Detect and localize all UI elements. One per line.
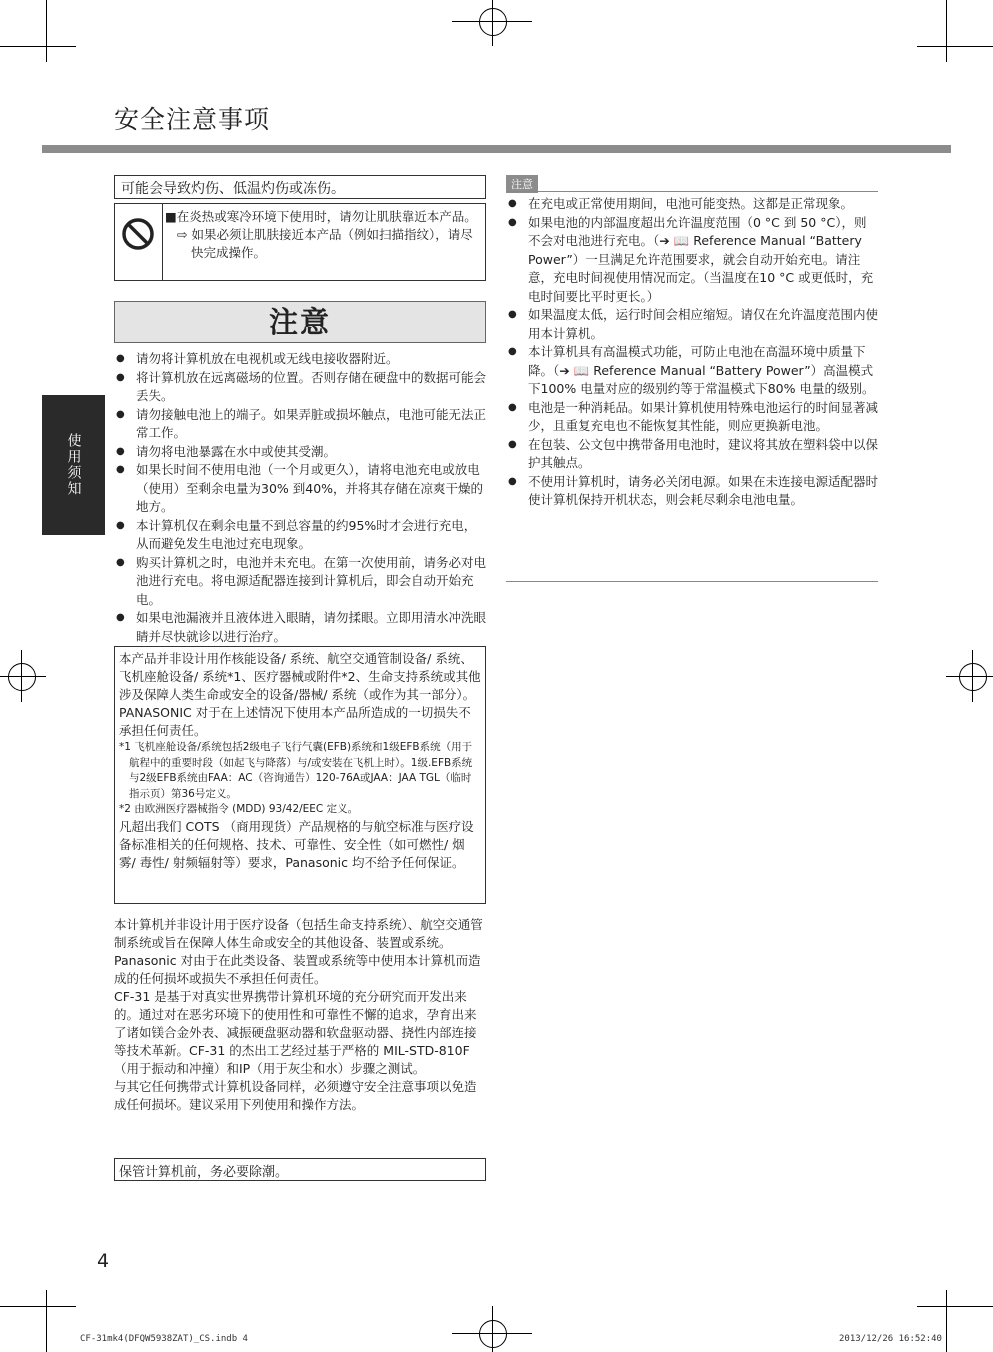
note-tag: 注意 bbox=[506, 175, 538, 193]
list-item: ● 如果温度太低，运行时间会相应缩短。请仅在允许温度范围内使用本计算机。 bbox=[506, 306, 878, 343]
storage-note: 保管计算机前，务必要除潮。 bbox=[114, 1158, 486, 1181]
caution-banner: 注意 bbox=[114, 301, 486, 343]
footnote-1: *1 飞机座舱设备/系统包括2级电子飞行气囊(EFB)系统和1级EFB系统（用于航程中的重要时段（如起飞与降落）与/或安装在飞机上时）。1级.EFB系统与2级EFB系统由FAA：AC（咨询通告）120-76A或JAA：JAA TGL（临时指示页）第36号定义。 bbox=[119, 741, 473, 800]
paragraph: 与其它任何携带式计算机设备同样，必须遵守安全注意事项以免造成任何损坏。建议采用下列使用和操作方法。 bbox=[114, 1079, 477, 1112]
page-number: 4 bbox=[97, 1250, 110, 1272]
list-item: ● 请勿接触电池上的端子。如果弄脏或损坏触点，电池可能无法正常工作。 bbox=[114, 406, 486, 443]
list-item: ● 在包装、公文包中携带备用电池时，建议将其放在塑料袋中以保护其触点。 bbox=[506, 436, 878, 473]
list-item: ● 如果长时间不使用电池（一个月或更久），请将电池充电或放电（使用）至剩余电量为30% 到40%，并将其存储在凉爽干燥的地方。 bbox=[114, 461, 486, 517]
list-item: ● 如果电池的内部温度超出允许温度范围（0 °C 到 50 °C），则不会对电池进行充电。（➔ 📖 Reference Manual “Battery Power”）一旦满足允许范围要求，就会自动开始充电。请注意，充电时间视使用情况而定。（当温度在10 °C 或更低时，充电时间要比平时更长。） bbox=[506, 214, 878, 307]
paragraph: CF-31 是基于对真实世界携带计算机环境的充分研究而开发出来的。通过对在恶劣环境下的使用性和可靠性不懈的追求，孕育出来了诸如镁合金外表、减振硬盘驱动器和软盘驱动器、挠性内部连接等技术革新。CF-31 的杰出工艺经过基于严格的 MIL-STD-810F（用于振动和冲撞）和IP（用于灰尘和水）步骤之测试。 bbox=[114, 989, 477, 1076]
disclaimer-text-2: 凡超出我们 COTS （商用现货）产品规格的与航空标准与医疗设备标准相关的任何规格、技术、可靠性、安全性（如可燃性/ 烟雾/ 毒性/ 射频辐射等）要求，Panasonic 均不给予任何保证。 bbox=[119, 818, 474, 870]
footnote-2: *2 由欧洲医疗器械指令 (MDD) 93/42/EEC 定义。 bbox=[119, 803, 359, 815]
body-text bbox=[114, 916, 486, 1114]
disclaimer-box bbox=[114, 646, 486, 904]
caution-list bbox=[114, 350, 486, 646]
list-item: ● 如果电池漏液并且液体进入眼睛，请勿揉眼。立即用清水冲洗眼睛并尽快就诊以进行治疗。 bbox=[114, 609, 486, 646]
note-end-divider bbox=[506, 581, 878, 582]
list-item: ● 请勿将电池暴露在水中或使其受潮。 bbox=[114, 443, 486, 462]
list-item: ● 电池是一种消耗品。如果计算机使用特殊电池运行的时间显著减少，且重复充电也不能恢复其性能，则应更换新电池。 bbox=[506, 399, 878, 436]
footer-file: CF-31mk4(DFQW5938ZAT)_CS.indb 4 bbox=[80, 1334, 248, 1344]
paragraph: 本计算机并非设计用于医疗设备（包括生命支持系统）、航空交通管制系统或旨在保障人体生命或安全的其他设备、装置或系统。Panasonic 对由于在此类设备、装置或系统等中使用本计算机而造成的任何损坏或损失不承担任何责任。 bbox=[114, 917, 483, 986]
list-item: ● 不使用计算机时，请务必关闭电源。如果在未连接电源适配器时使计算机保持开机状态，则会耗尽剩余电池电量。 bbox=[506, 473, 878, 510]
note-list bbox=[506, 195, 878, 510]
list-item: ● 本计算机仅在剩余电量不到总容量的约95%时才会进行充电，从而避免发生电池过充电现象。 bbox=[114, 517, 486, 554]
side-tab: 使用须知 bbox=[42, 395, 105, 535]
header-rule bbox=[42, 145, 951, 153]
prohibition-icon bbox=[115, 204, 163, 280]
list-item: ● 在充电或正常使用期间，电池可能变热。这都是正常现象。 bbox=[506, 195, 878, 214]
list-item: ● 请勿将计算机放在电视机或无线电接收器附近。 bbox=[114, 350, 486, 369]
list-item: ● 本计算机具有高温模式功能，可防止电池在高温环境中质量下降。（➔ 📖 Reference Manual “Battery Power”）高温模式下100% 电量对应的级别约等于常温模式下80% 电量的级别。 bbox=[506, 343, 878, 399]
page-title: 安全注意事项 bbox=[114, 105, 271, 134]
list-item: ● 购买计算机之时，电池并未充电。在第一次使用前，请务必对电池进行充电。将电源适配器连接到计算机后，即会自动开始充电。 bbox=[114, 554, 486, 610]
warning-sub: ⇨ 如果必须让肌肤接近本产品（例如扫描指纹），请尽快完成操作。 bbox=[177, 227, 473, 260]
warning-item: ■在炎热或寒冷环境下使用时，请勿让肌肤靠近本产品。 bbox=[165, 209, 477, 224]
disclaimer-text: 本产品并非设计用作核能设备/ 系统、航空交通管制设备/ 系统、飞机座舱设备/ 系统*1、医疗器械或附件*2、生命支持系统或其他涉及保障人类生命或安全的设备/器械/ 系统（或作为其一部分）。PANASONIC 对于在上述情况下使用本产品所造成的一切损失不承担任何责任。 bbox=[119, 651, 481, 738]
note-divider bbox=[506, 191, 878, 192]
warning-body bbox=[114, 203, 486, 281]
footer-timestamp: 2013/12/26 16:52:40 bbox=[839, 1334, 942, 1344]
list-item: ● 将计算机放在远离磁场的位置。否则存储在硬盘中的数据可能会丢失。 bbox=[114, 369, 486, 406]
warning-heading: 可能会导致灼伤、低温灼伤或冻伤。 bbox=[114, 175, 486, 199]
